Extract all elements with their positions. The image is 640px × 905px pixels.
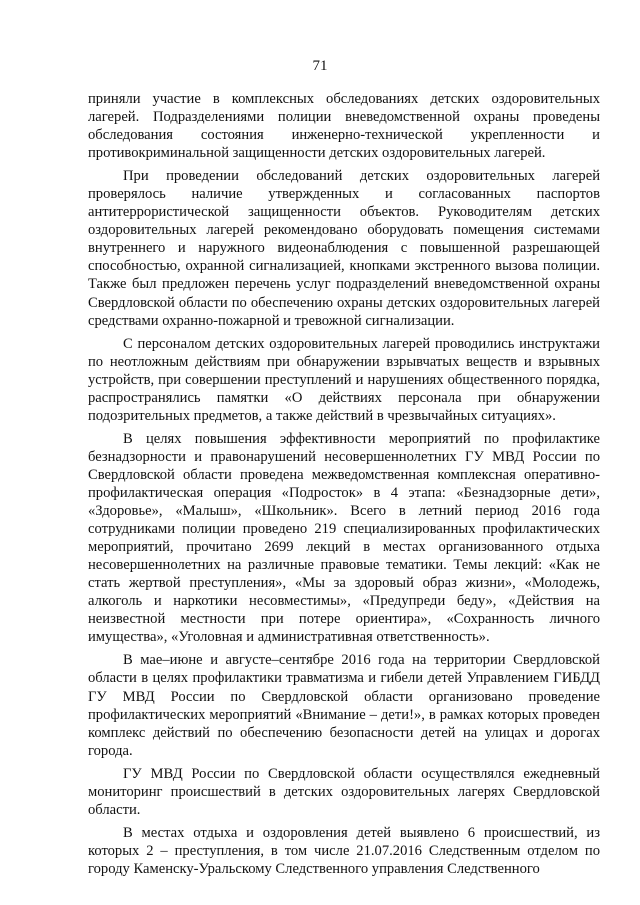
paragraph-6: ГУ МВД России по Свердловской области осуществлялся ежедневный мониторинг происшествий в детских оздоровительных лагерях Свердловской области. (88, 765, 600, 818)
document-body (88, 90, 600, 883)
paragraph-2: При проведении обследований детских оздоровительных лагерей проверялось наличие утвержденных и согласованных паспортов антитеррористической защищенности объектов. Руководителям детских оздоровительных лагерей рекомендовано оборудовать помещения системами внутреннего и наружного видеонаблюдения с повышенной разрешающей способностью, охранной сигнализацией, кнопками экстренного вызова полиции. Также был предложен перечень услуг подразделений вневедомственной охраны Свердловской области по обеспечению охраны детских оздоровительных лагерей средствами охранно-пожарной и тревожной сигнализации. (88, 168, 600, 329)
paragraph-7: В местах отдыха и оздоровления детей выявлено 6 происшествий, из которых 2 – преступления, в том числе 21.07.2016 Следственным отделом по городу Каменску-Уральскому Следственного управления Следственного (88, 824, 600, 877)
paragraph-1: приняли участие в комплексных обследованиях детских оздоровительных лагерей. Подразделениями полиции вневедомственной охраны проведены обследования состояния инженерно-технической укрепленности и противокриминальной защищенности детских оздоровительных лагерей. (88, 91, 600, 162)
paragraph-4: В целях повышения эффективности мероприятий по профилактике безнадзорности и правонарушений несовершеннолетних ГУ МВД России по Свердловской области проведена межведомственная комплексная оперативно-профилактическая операция «Подросток» в 4 этапа: «Безнадзорные дети», «Здоровье», «Малыш», «Школьник». Всего в летний период 2016 года сотрудниками полиции проведено 219 специализированных профилактических мероприятий, прочитано 2699 лекций в местах организованного отдыха несовершеннолетних на различные правовые тематики. Темы лекций: «Как не стать жертвой преступления», «Мы за здоровый образ жизни», «Молодежь, алкоголь и наркотики несовместимы», «Предупреди беду», «Действия на неизвестной местности при потере ориентира», «Сохранность личного имущества», «Уголовная и административная ответственность». (88, 430, 600, 646)
paragraph-3: С персоналом детских оздоровительных лагерей проводились инструктажи по неотложным действиям при обнаружении взрывчатых веществ и взрывных устройств, при совершении преступлений и нарушениях общественного порядка, распространялись памятки «О действиях персонала при обнаружении подозрительных предметов, а также действий в чрезвычайных ситуациях». (88, 335, 600, 424)
page-number: 71 (312, 58, 328, 74)
paragraph-5: В мае–июне и августе–сентябре 2016 года на территории Свердловской области в целях профилактики травматизма и гибели детей Управлением ГИБДД ГУ МВД России по Свердловской области организовано проведение профилактических мероприятий «Внимание – дети!», в рамках которых проведен комплекс действий по обеспечению безопасности детей на улицах и дорогах города. (88, 652, 600, 759)
